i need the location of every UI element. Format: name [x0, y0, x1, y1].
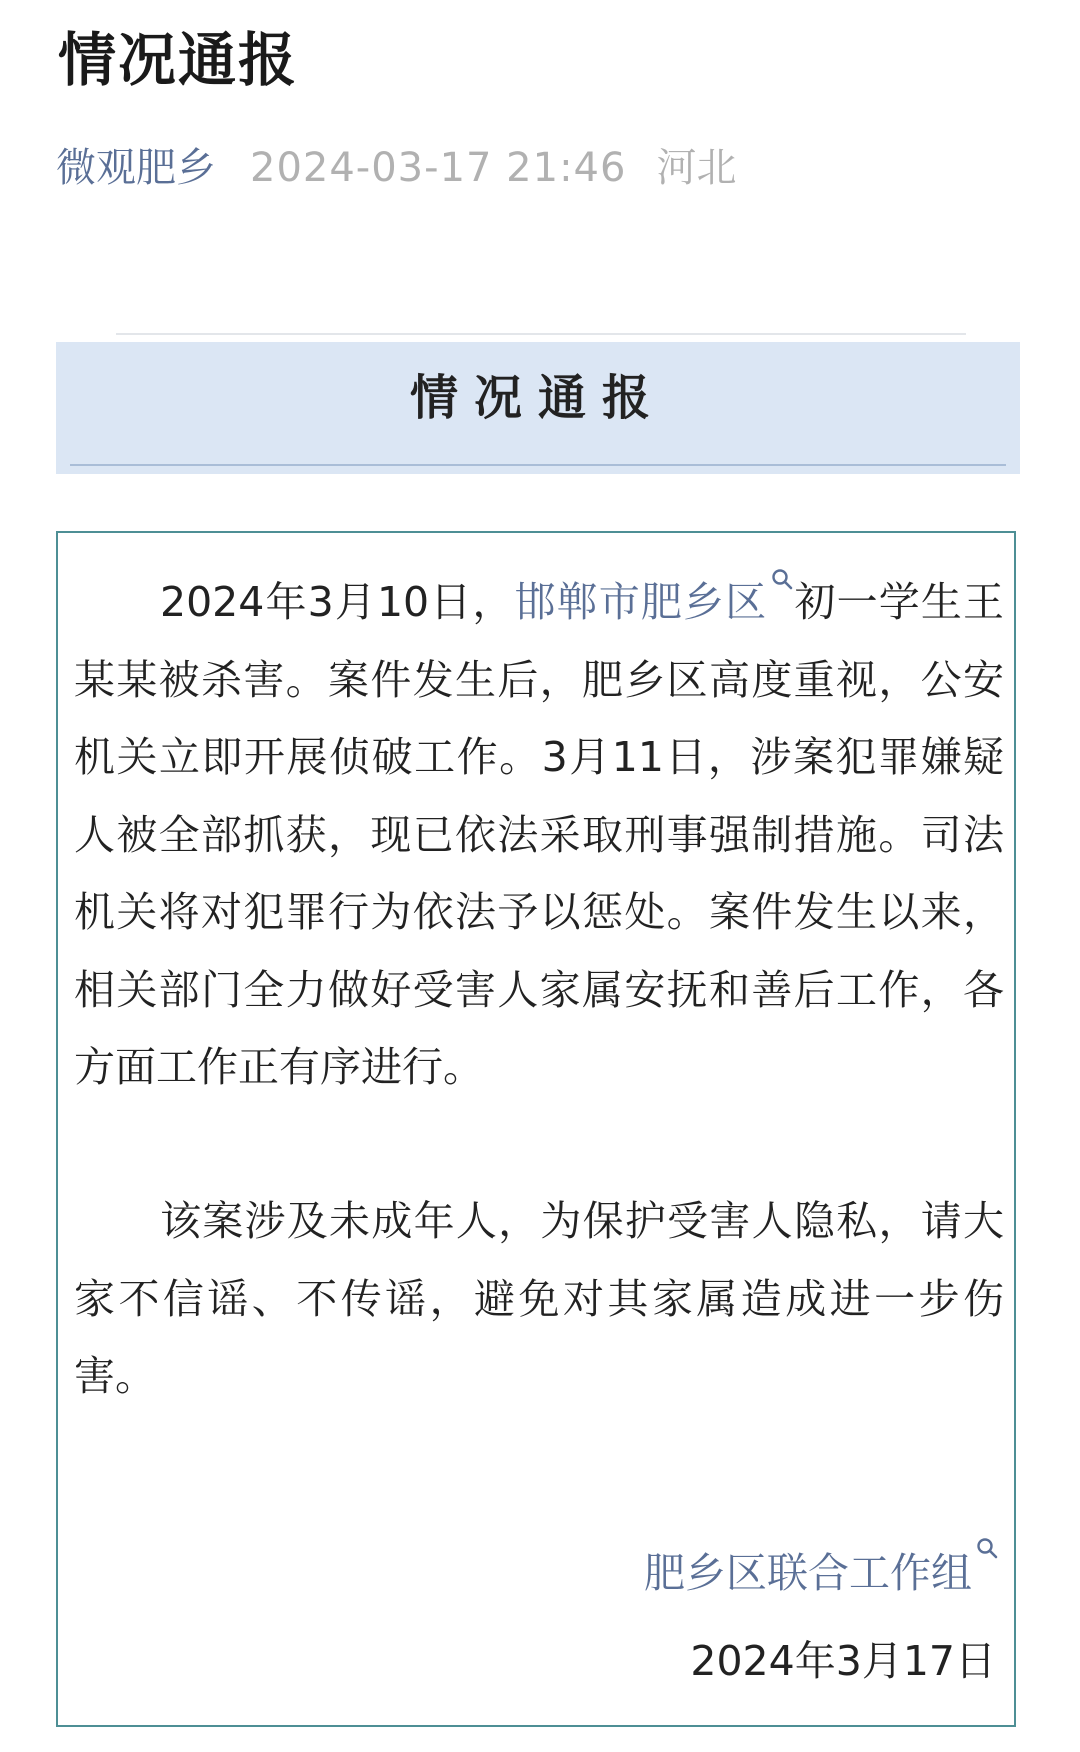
publish-datetime: 2024-03-17 21:46	[250, 145, 627, 191]
notice-paragraph-2: 该案涉及未成年人，为保护受害人隐私，请大家不信谣、不传谣，避免对其家属造成进一步伤害。	[74, 1197, 1004, 1400]
notice-banner-title: 情况通报	[409, 370, 666, 426]
article-meta	[56, 140, 736, 196]
account-name-link[interactable]: 微观肥乡	[56, 145, 216, 191]
notice-box	[56, 531, 1016, 1727]
banner-divider	[70, 464, 1006, 466]
search-icon[interactable]	[976, 1537, 998, 1559]
notice-date-lead: 2024年3月10日，	[160, 578, 515, 626]
location-search-link[interactable]: 邯郸市肥乡区	[514, 578, 768, 626]
search-icon[interactable]	[771, 568, 793, 590]
publish-location: 河北	[656, 145, 737, 191]
divider	[116, 333, 966, 335]
notice-banner	[56, 342, 1020, 474]
notice-paragraph-1-body: 初一学生王某某被杀害。案件发生后，肥乡区高度重视，公安机关立即开展侦破工作。3月11日，涉案犯罪嫌疑人被全部抓获，现已依法采取刑事强制措施。司法机关将对犯罪行为依法予以惩处。案件发生以来，相关部门全力做好受害人家属安抚和善后工作，各方面工作正有序进行。	[74, 578, 1004, 1091]
signature	[644, 1533, 998, 1613]
signature-search-link[interactable]: 肥乡区联合工作组	[644, 1549, 972, 1597]
signature-date: 2024年3月17日	[690, 1637, 996, 1685]
article-title: 情况通报	[58, 26, 299, 94]
notice-paragraph-1	[74, 564, 1004, 1107]
